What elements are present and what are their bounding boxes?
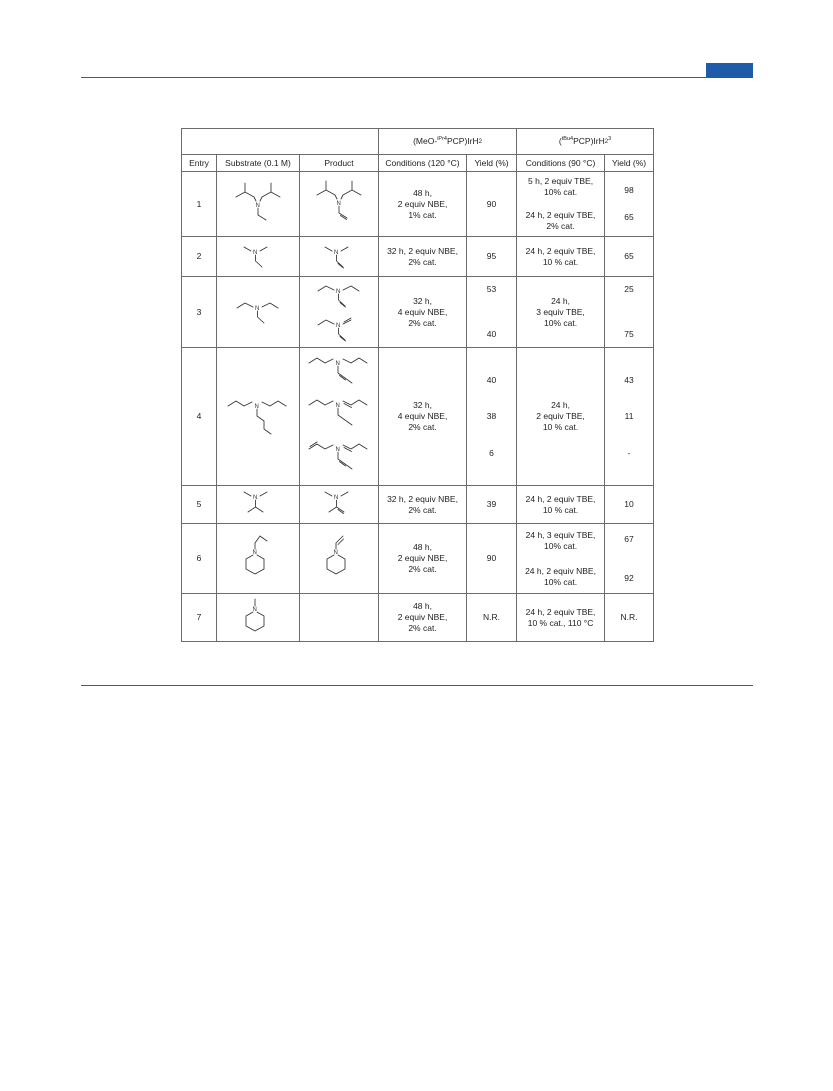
nitrogen-atom: N (335, 360, 340, 367)
yield-cell: 25 75 (605, 277, 654, 348)
product-cell (300, 348, 379, 486)
yield-cell: 39 (467, 486, 517, 524)
conditions-cell: 5 h, 2 equiv TBE, 10% cat. 24 h, 2 equiv TBE, 2% cat. (517, 172, 605, 237)
substrate-structure (238, 488, 278, 522)
entry-cell: 2 (182, 237, 217, 277)
substrate-structure (238, 596, 278, 640)
entry-cell: 4 (182, 348, 217, 486)
substrate-cell (217, 348, 300, 486)
substrate-cell (217, 486, 300, 524)
entry-cell: 5 (182, 486, 217, 524)
entry-cell: 3 (182, 277, 217, 348)
nitrogen-atom: N (253, 249, 258, 256)
table-row (182, 172, 654, 237)
conditions-cell: 32 h, 2 equiv NBE, 2% cat. (379, 237, 467, 277)
yield-cell: 67 92 (605, 524, 654, 594)
table-row (182, 237, 654, 277)
yield-cell: 90 (467, 172, 517, 237)
yield-cell: 90 (467, 524, 517, 594)
header-tab (706, 63, 753, 78)
nitrogen-atom: N (253, 494, 258, 501)
yield-cell: 65 (605, 237, 654, 277)
nitrogen-atom: N (334, 249, 339, 256)
yield-cell: 53 40 (467, 277, 517, 348)
conditions-cell: 48 h, 2 equiv NBE, 1% cat. (379, 172, 467, 237)
entry-cell: 1 (182, 172, 217, 237)
column-header: Product (300, 155, 379, 172)
yield-cell: 40 38 6 (467, 348, 517, 486)
substrate-structure (223, 394, 293, 440)
product-cell (300, 594, 379, 642)
conditions-cell: 24 h, 2 equiv TBE, 10 % cat. (517, 348, 605, 486)
nitrogen-atom: N (333, 549, 338, 556)
substrate-cell (217, 172, 300, 237)
substrate-structure (233, 296, 283, 328)
conditions-cell: 32 h, 2 equiv NBE, 2% cat. (379, 486, 467, 524)
product-cell (300, 486, 379, 524)
nitrogen-atom: N (336, 201, 341, 207)
conditions-cell: 24 h, 3 equiv TBE, 10% cat. (517, 277, 605, 348)
nitrogen-atom: N (252, 549, 257, 556)
substrate-cell (217, 524, 300, 594)
header-rule (81, 77, 753, 78)
table-row (182, 348, 654, 486)
column-header: Conditions (90 °C) (517, 155, 605, 172)
yield-cell: 98 65 (605, 172, 654, 237)
conditions-cell: 24 h, 3 equiv TBE, 10% cat. 24 h, 2 equiv NBE, 10% cat. (517, 524, 605, 594)
table-row (182, 277, 654, 348)
product-structure (309, 179, 369, 229)
product-cell (300, 524, 379, 594)
product-cell (300, 237, 379, 277)
nitrogen-atom: N (336, 289, 341, 295)
conditions-cell: 32 h, 4 equiv NBE, 2% cat. (379, 348, 467, 486)
column-header-row (182, 155, 654, 172)
nitrogen-atom: N (254, 403, 259, 410)
substrate-structure (238, 242, 278, 272)
column-header: Yield (%) (605, 155, 654, 172)
product-cell (300, 277, 379, 348)
nitrogen-atom: N (255, 306, 260, 312)
conditions-cell: 32 h, 4 equiv NBE, 2% cat. (379, 277, 467, 348)
table-row (182, 524, 654, 594)
nitrogen-atom: N (336, 323, 341, 329)
product-structure (319, 488, 359, 522)
nitrogen-atom: N (334, 494, 339, 501)
product-structure (319, 242, 359, 272)
catalyst-1-header: (MeO-$^{iPr4}$PCP)IrH$_2$ (379, 129, 517, 155)
yield-cell: 43 11 - (605, 348, 654, 486)
conditions-cell: 48 h, 2 equiv NBE, 2% cat. (379, 524, 467, 594)
conditions-cell: 24 h, 2 equiv TBE, 10 % cat., 110 °C (517, 594, 605, 642)
column-header: Substrate (0.1 M) (217, 155, 300, 172)
reference-mark: 3 (608, 136, 612, 142)
entry-cell: 6 (182, 524, 217, 594)
substrate-structure (228, 181, 288, 227)
table-row (182, 594, 654, 642)
nitrogen-atom: N (335, 402, 340, 409)
yield-cell: 95 (467, 237, 517, 277)
product-structure (304, 349, 374, 485)
yield-cell: N.R. (605, 594, 654, 642)
substrate-cell (217, 237, 300, 277)
nitrogen-atom: N (255, 203, 260, 209)
yield-cell: N.R. (467, 594, 517, 642)
results-table (181, 128, 654, 642)
substrate-structure (238, 531, 278, 587)
blank-header-cell (182, 129, 379, 155)
product-cell (300, 172, 379, 237)
column-header: Entry (182, 155, 217, 172)
substrate-cell (217, 277, 300, 348)
conditions-cell: 48 h, 2 equiv NBE, 2% cat. (379, 594, 467, 642)
conditions-cell: 24 h, 2 equiv TBE, 10 % cat. (517, 486, 605, 524)
column-header: Yield (%) (467, 155, 517, 172)
product-structure (314, 279, 364, 345)
column-header: Conditions (120 °C) (379, 155, 467, 172)
nitrogen-atom: N (252, 606, 257, 613)
entry-cell: 7 (182, 594, 217, 642)
substrate-cell (217, 594, 300, 642)
group-header-row (182, 129, 654, 155)
nitrogen-atom: N (335, 446, 340, 453)
yield-cell: 10 (605, 486, 654, 524)
conditions-cell: 24 h, 2 equiv TBE, 10 % cat. (517, 237, 605, 277)
catalyst-2-header: ($^{tBu4}$PCP)IrH$_2^3$ (517, 129, 654, 155)
product-structure (319, 531, 359, 587)
table-row (182, 486, 654, 524)
footer-rule (81, 685, 753, 686)
